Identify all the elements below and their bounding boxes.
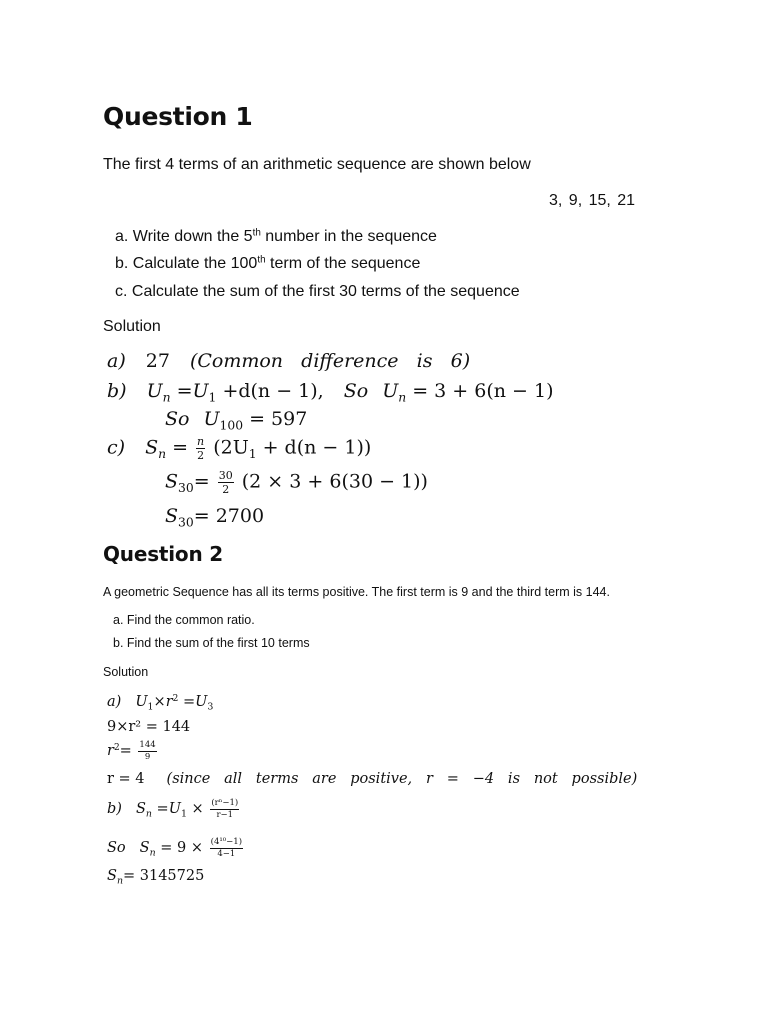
question-1-part-c: c. Calculate the sum of the first 30 terms of the sequence [115,283,520,300]
question-2-solution-label: Solution [103,665,149,679]
question-1-title: Question 1 [103,102,253,131]
question-2-part-a: a. Find the common ratio. [113,613,255,627]
q2-solution-b: b) $S_n =U_1$ × $\frac{\text{(rⁿ−1)}}{r-1}$ [107,798,239,820]
question-1-intro: The first 4 terms of an arithmetic sequence are shown below [103,156,531,173]
question-2-intro: A geometric Sequence has all its terms positive. The first term is 9 and the third term is 144. [103,585,610,599]
sequence-terms: 3, 9, 15, 21 [549,192,636,209]
q2-solution-r-value: r = 4 (since all terms are positive, r = −4 is not possible) [107,771,638,787]
question-2-title: Question 2 [103,542,223,566]
q2-solution-r-squared: $r^2=$ $\frac{144}{9}$ [107,740,156,762]
q2-solution-equation: 9×r² = 144 [107,719,191,735]
q1-solution-b: b) $U_n =U_1 +d(n - 1)$, So $U_n = 3 + 6(n - 1)$ [107,380,554,405]
question-1-solution-label: Solution [103,318,161,335]
q2-solution-sn-value: $S_n= 3145725$ [107,868,205,887]
q1-solution-s30-expression: $S_{30}=$ $\frac{30}{2}$ (2 × 3 + 6(30 − 1)) [165,469,428,496]
q1-solution-u100: So $U_{100} = 597$ [165,408,308,433]
q2-solution-a: a) $U_1\times r^2 =U_3$ [107,694,214,713]
q1-solution-s30-value: $S_{30}= 2700$ [165,505,265,530]
question-1-part-b: b. Calculate the 100th term of the sequence [115,254,421,272]
q1-solution-a: a) 27 (Common difference is 6) [107,350,471,372]
question-1-part-a: a. Write down the 5th number in the sequence [115,227,437,245]
question-2-part-b: b. Find the sum of the first 10 terms [113,636,310,650]
q1-solution-c: c) $S_n$ = $\frac{n}{2}$ $(2U_1 + d(n - 1))$ [107,435,372,462]
q2-solution-sn-expression: So $S_n = 9$ × $\frac{\text{(4¹⁰−1)}}{4-1}$ [107,837,243,859]
